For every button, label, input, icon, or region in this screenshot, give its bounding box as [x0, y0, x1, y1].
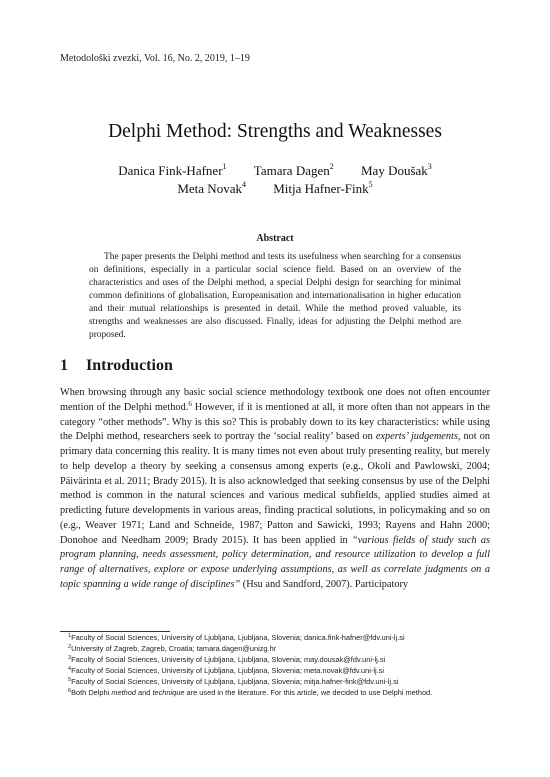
section-heading [60, 357, 173, 375]
affiliation-mark: 3 [427, 162, 432, 171]
affiliation-mark: 1 [222, 162, 227, 171]
footnote-mark: 5 [68, 676, 72, 683]
footnote-text: Faculty of Social Sciences, University of Ljubljana, Ljubljana, Slovenia; danica.fink-hafner@fdv.uni-lj.si [71, 633, 405, 642]
author-name: Danica Fink-Hafner [118, 163, 223, 178]
affiliation-mark: 5 [368, 180, 373, 189]
paper-title: Delphi Method: Strengths and Weaknesses [108, 121, 442, 142]
author [254, 163, 334, 179]
author-name: Tamara Dagen [253, 163, 330, 178]
emphasis: experts’ judgements [375, 431, 458, 443]
footnote [60, 677, 490, 688]
quotation: “various fields of study such as program planning, needs assessment, policy determination, and resource utilization to develop a full range of alternatives, explore or expose underlying assumptions, as well as correlate judgments on a topic spanning a wide range of disciplines” [60, 534, 490, 590]
footnote [60, 655, 490, 666]
author [118, 163, 226, 179]
footnote-text: University of Zagreb, Zagreb, Croatia; tamara.dagen@unizg.hr [71, 643, 277, 653]
author [273, 181, 372, 197]
body-paragraph [60, 386, 490, 593]
emphasis: method [111, 687, 136, 697]
footnote [60, 633, 490, 644]
footnote [60, 644, 490, 655]
footnote [60, 688, 490, 699]
author-row [0, 163, 550, 179]
abstract-text: The paper presents the Delphi method and tests its usefulness when searching for a consensus on definitions, especially in a particular social science field. Based on an overview of the characteristics and uses of the Delphi method, a special Delphi design for searching for minimal common definitions of globalisation, Europeanisation and internationalisation in higher education and their mutual relationships is presented in detail. While the method proved valuable, its strengths and weaknesses are also discussed. Finally, ideas for adjusting the Delphi method are proposed. [89, 252, 461, 340]
author [361, 163, 432, 179]
footnote-text: Faculty of Social Sciences, University of Ljubljana, Ljubljana, Slovenia; meta.novak@fdv.uni-lj.si [71, 665, 385, 675]
section-number: 1 [60, 357, 68, 374]
footnote-text: Faculty of Social Sciences, University of Ljubljana, Ljubljana, Slovenia; mitja.hafner-fink@fdv.uni-lj.si [71, 676, 399, 686]
footnote-text: and [135, 687, 153, 697]
body-text-run: (Hsu and Sandford, 2007). Participatory [240, 578, 409, 590]
footnote [60, 666, 490, 677]
affiliation-mark: 2 [329, 162, 334, 171]
author-name: Meta Novak [177, 181, 242, 196]
section-title: Introduction [86, 357, 173, 374]
footnotes [60, 633, 490, 698]
emphasis: technique [152, 687, 185, 697]
author [177, 181, 246, 197]
footnote-rule [60, 631, 170, 632]
footnote-mark: 6 [68, 687, 72, 694]
running-head: Metodološki zvezki, Vol. 16, No. 2, 2019, 1–19 [60, 53, 250, 64]
footnote-mark: 2 [68, 643, 72, 650]
footnote-ref[interactable]: 6 [188, 399, 192, 408]
affiliation-mark: 4 [241, 180, 246, 189]
footnote-mark: 4 [68, 665, 72, 672]
footnote-mark: 3 [68, 654, 72, 661]
footnote-mark: 1 [68, 633, 72, 639]
footnote-text: Faculty of Social Sciences, University of Ljubljana, Ljubljana, Slovenia; may.dousak@fdv.uni-lj.si [71, 654, 386, 664]
footnote-text: are used in the literature. For this article, we decided to use Delphi method. [184, 687, 433, 697]
body-text-run: However, if it is mentioned at all, it more often than not appears in the category “other methods”. Why is this so? This is probably down to its key characteristics: while using the Delphi method, researchers seek to portray the ‘social reality’ based on [60, 401, 491, 443]
body-text-run: , not on primary data concerning this reality. It is many times not even about truly presenting reality, but merely to help develop a theory by seeking a consensus among experts (e.g., Okoli and Pawlowski, 2004; Päivärinta et al. 2011; Brady 2015). It is also acknowledged that seeking consensus by use of the Delphi method is common in the natural sciences and various medical subfields, applied studies aimed at predicting future developments in various areas, finding practical solutions, in policymaking and so on (e.g., Weaver 1971; Land and Schneide, 1987; Patton and Sawicki, 1993; Rayens and Hahn 2000; Donohoe and Needham 2009; Brady 2015). It has been applied in [60, 431, 490, 546]
abstract-heading: Abstract [256, 233, 294, 244]
footnote-text: Both Delphi [71, 687, 112, 697]
author-row [0, 181, 550, 197]
author-name: Mitja Hafner-Fink [273, 181, 369, 196]
author-name: May Doušak [361, 163, 428, 178]
body-text-run: When browsing through any basic social science methodology textbook one does not often encounter mention of the Delphi method. [60, 387, 490, 413]
